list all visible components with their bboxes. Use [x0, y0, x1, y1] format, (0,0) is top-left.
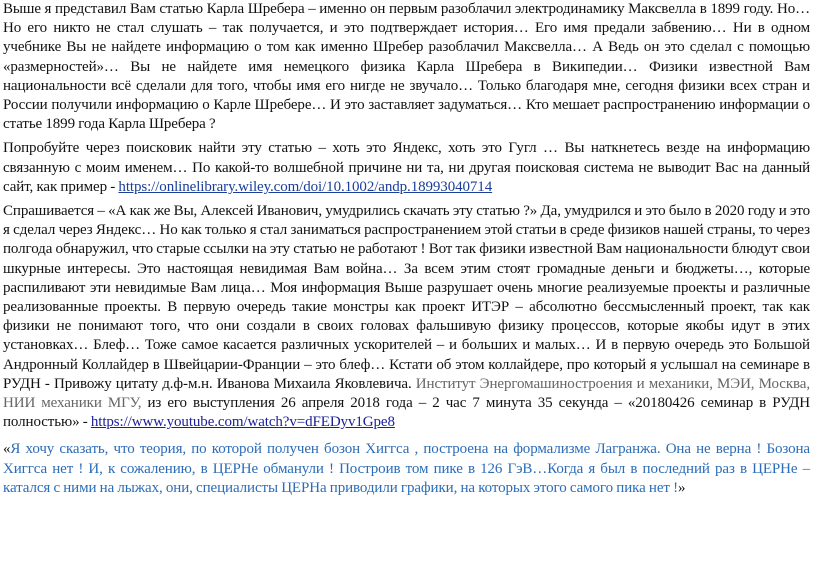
- paragraph-quote: [3, 440, 810, 498]
- paragraph-schreber-intro: Выше я представил Вам статью Карла Шребера – именно он первым разоблачил электродинамику Максвелла в 1899 году. Но… Но его никто не стал слушать – так получается, и это подтверждает история… Его имя предали забвению… Ни в одном учебнике Вы не найдете информацию о том как именно Шребер разоблачил Максвелла… А Ведь он это сделал с помощью «размерностей»… Вы не найдете имя немецкого физика Карла Шребера в Википедии… Физики известной Вам национальности всё сделали для того, чтобы имя его нигде не звучало… Только благодаря мне, сегодня физики всех стран и России получили информацию о Карле Шребере… И это заставляет задуматься… Кто мешает распространению информации о статье 1899 года Карла Шребера ?: [3, 1, 810, 133]
- seminar-text: из его выступления 26 апреля 2018 года – 2 час 7 минута 35 секунда – «20180426 семинар в РУДН полностью» -: [3, 395, 810, 431]
- quote-close: »: [677, 479, 686, 496]
- paragraph-search-attempt: [3, 139, 810, 197]
- affiliation-text: Институт Энергомашиностроения и механики, МЭИ, Москва, НИИ механики МГУ,: [3, 375, 810, 412]
- paragraph-question: [3, 202, 810, 432]
- wiley-article-link[interactable]: https://onlinelibrary.wiley.com/doi/10.1002/andp.18993040714: [118, 178, 493, 195]
- quote-open: «: [3, 441, 11, 458]
- question-text: Спрашивается – «А как же Вы, Алексей Иванович, умудрились скачать эту статью ?» Да, умудрился и это было в 2020 году и это я сделал через Яндекс… Но как только я стал заниматься распространением этой статьи в среде физиков нашей страны, то через полгода обнаружил, что старые ссылки на эту статью не работают ! Вот так физики известной Вам национальности блюдут свои шкурные интересы. Это настоящая невидимая Вам война… За всем этим стоят громадные деньги и бюджеты…, которые распиливают эти невидимые Вам лица… Моя информация Выше разрушает очень многие реализуемые проекты и различные реализованные проекты. В первую очередь такие монстры как проект ИТЭР – абсолютно бессмысленный проект, так как физики не понимают того, что они создали в своих головах фальшивую физику процессов, которые якобы идут в этих установках… Блеф… Тоже самое касается различных ускорителей – и больших и малых… И в первую очередь это Большой Андронный Коллайдер в Швейцарии-Франции – это блеф… Кстати об этом коллайдере, про который я услышал на семинаре в РУДН - Привожу цитату д.ф-м.н. Иванова Михаила Яковлевича.: [3, 203, 810, 392]
- quote-text: Я хочу сказать, что теория, по которой получен бозон Хиггса , построена на формализме Лагранжа. Она не верна ! Бозона Хиггса нет ! И, к сожалению, в ЦЕРНе обманули ! Построив том пике в 126 ГэВ…Когда я был в последний раз в ЦЕРНе – катался с ними на лыжах, они, специалисты ЦЕРНа приводили графики, на которых этого самого пика нет !: [3, 441, 810, 496]
- youtube-link[interactable]: https://www.youtube.com/watch?v=dFEDyv1Gpe8: [90, 414, 395, 431]
- search-text: Попробуйте через поисковик найти эту статью – хоть это Яндекс, хоть это Гугл … Вы наткнетесь везде на информацию связанную с моим именем… По какой-то волшебной причине ни та, ни другая поисковая система не выводит Вас на данный сайт, как пример -: [3, 140, 810, 195]
